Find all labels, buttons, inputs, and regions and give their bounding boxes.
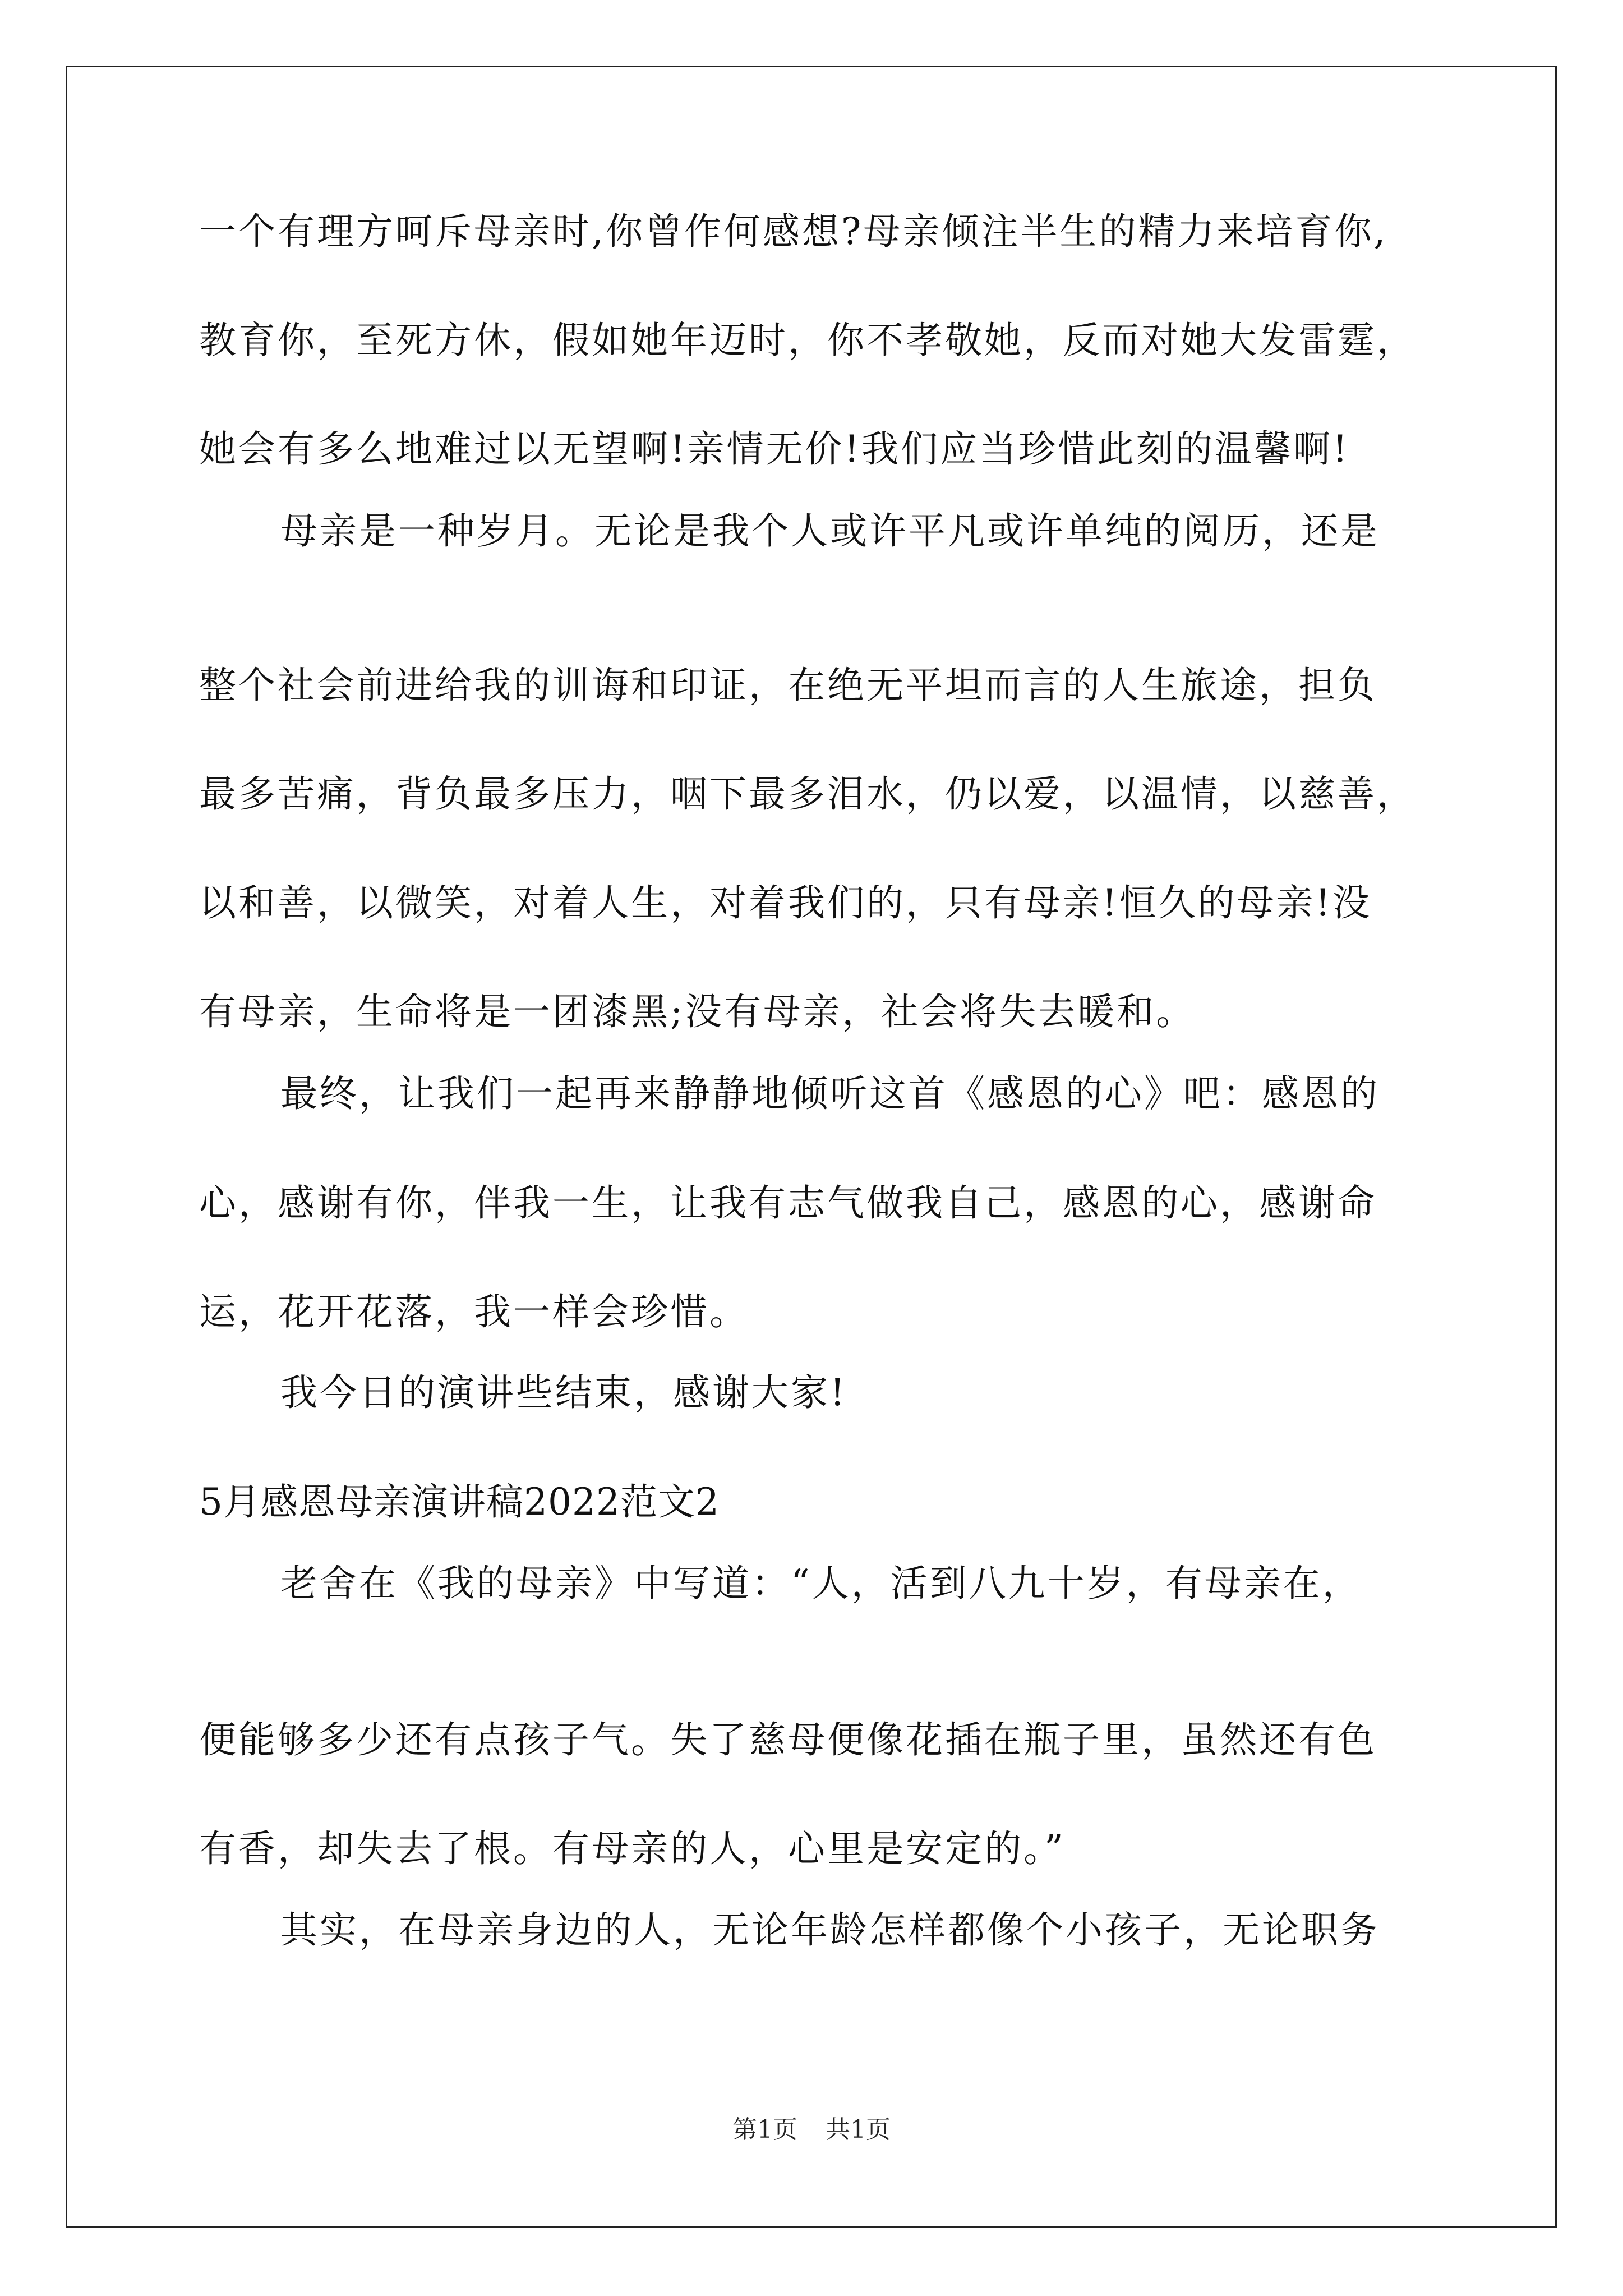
paragraph-line: 便能够多少还有点孩子气。失了慈母便像花插在瓶子里，虽然还有色 [199,1718,1377,1761]
page-border [66,66,1557,2228]
paragraph-line: 一个有理方呵斥母亲时,你曾作何感想?母亲倾注半生的精力来培育你, [199,210,1388,253]
paragraph-line: 以和善，以微笑，对着人生，对着我们的，只有母亲!恒久的母亲!没 [199,881,1372,924]
paragraph-line: 整个社会前进给我的训诲和印证，在绝无平坦而言的人生旅途，担负 [199,664,1377,707]
page-total: 共1页 [826,2115,891,2144]
paragraph-line: 有母亲，生命将是一团漆黑;没有母亲，社会将失去暖和。 [199,990,1196,1033]
paragraph-line: 最终，让我们一起再来静静地倾听这首《感恩的心》吧：感恩的 [280,1072,1380,1115]
paragraph-line: 她会有多么地难过以无望啊!亲情无价!我们应当珍惜此刻的温馨啊! [199,427,1350,471]
section-heading: 5月感恩母亲演讲稿2022范文2 [199,1480,720,1524]
paragraph-line: 老舍在《我的母亲》中写道：“人，活到八九十岁，有母亲在， [280,1562,1362,1605]
paragraph-line: 心，感谢有你，伴我一生，让我有志气做我自己，感恩的心，感谢命 [199,1181,1377,1225]
paragraph-line: 有香，却失去了根。有母亲的人，心里是安定的。” [199,1827,1066,1870]
page-footer [0,2116,1623,2144]
paragraph-line: 其实，在母亲身边的人，无论年龄怎样都像个小孩子，无论职务 [280,1908,1380,1952]
paragraph-line: 教育你，至死方休，假如她年迈时，你不孝敬她，反而对她大发雷霆， [199,319,1416,362]
paragraph-line: 运，花开花落，我一样会珍惜。 [199,1290,749,1333]
paragraph-line: 最多苦痛，背负最多压力，咽下最多泪水，仍以爱，以温情，以慈善， [199,772,1416,816]
paragraph-line: 我今日的演讲些结束，感谢大家! [280,1371,847,1414]
paragraph-line: 母亲是一种岁月。无论是我个人或许平凡或许单纯的阅历，还是 [280,509,1380,553]
page-number: 第1页 [732,2115,797,2144]
